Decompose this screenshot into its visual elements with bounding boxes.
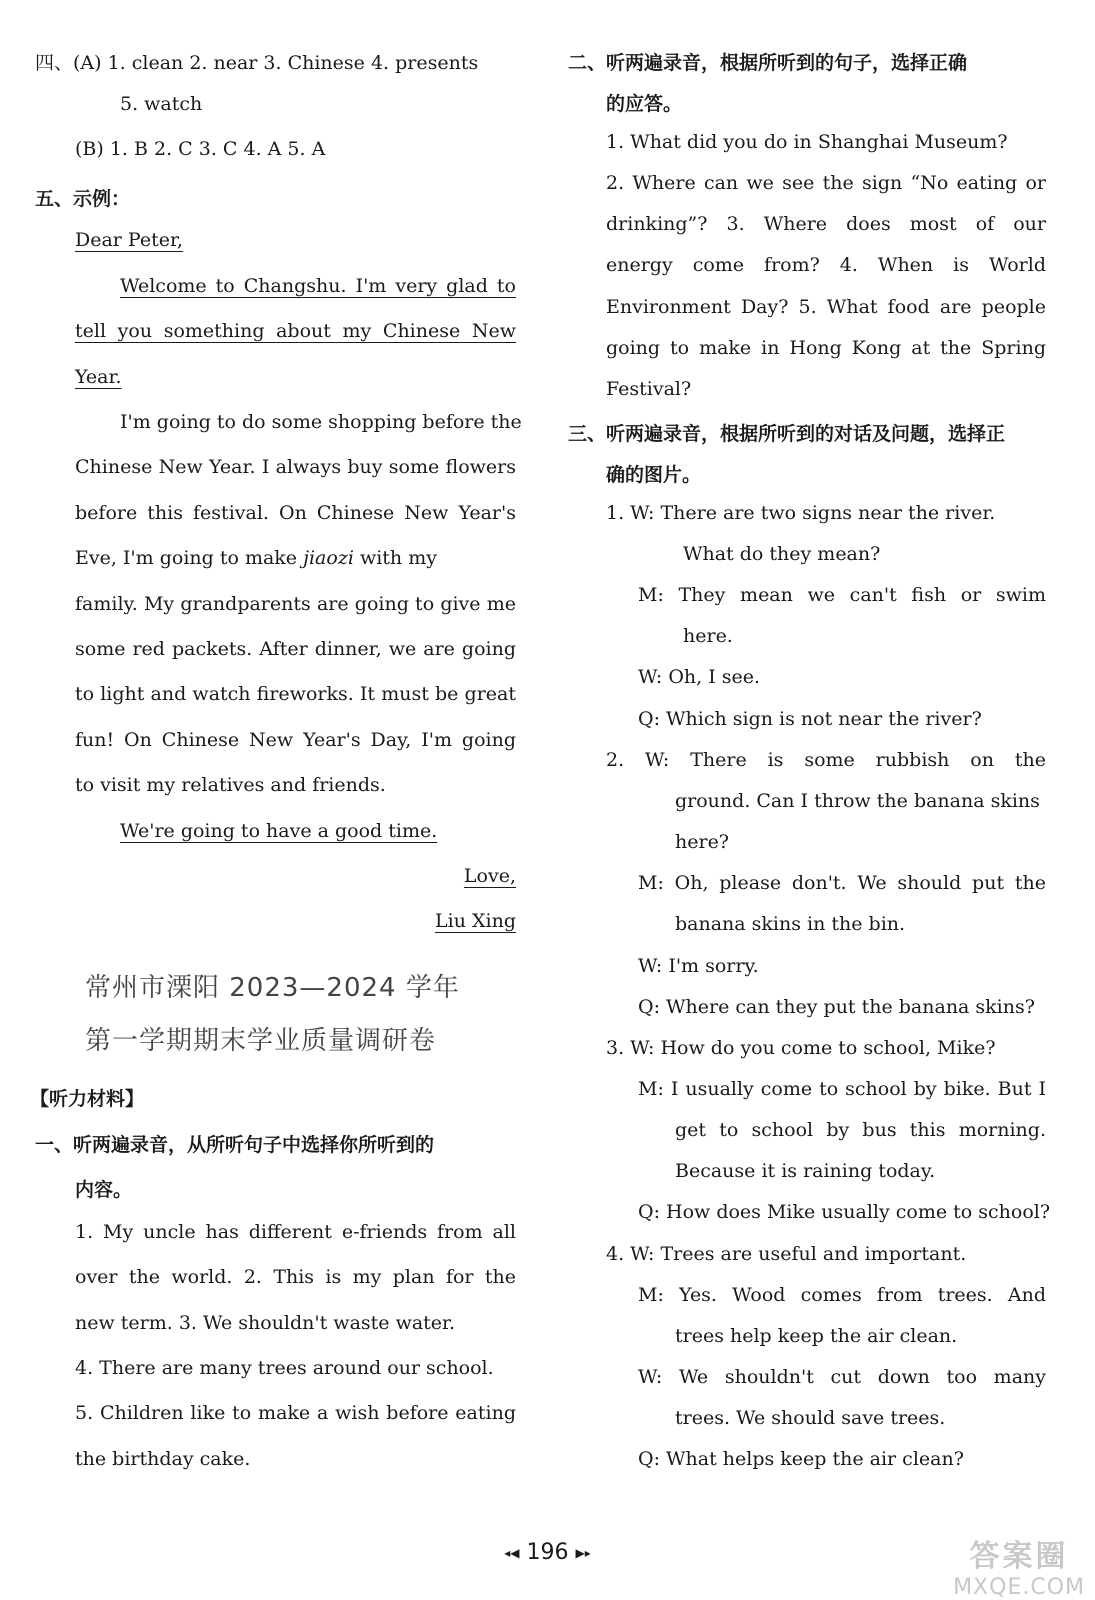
letter-italic-word: jiaozi: [303, 547, 354, 569]
letter-closing-line: We're going to have a good time.: [120, 820, 438, 842]
listening-sentence: 5. Children like to make a wish before eating: [75, 1402, 516, 1424]
letter-line: I'm going to do some shopping before the: [120, 411, 522, 433]
watermark-logo-text: 答案圈: [969, 1539, 1069, 1574]
prev-arrows-icon: ◂◀: [504, 1546, 520, 1560]
dialogue-line: trees help keep the air clean.: [675, 1325, 958, 1347]
dialogue-line: ground. Can I throw the banana skins: [675, 790, 1040, 812]
letter-line: fun! On Chinese New Year's Day, I'm going: [75, 729, 516, 751]
dialogue-line: here.: [683, 625, 733, 647]
section-1-heading: 一、听两遍录音，从所听句子中选择你所听到的: [35, 1134, 435, 1156]
exam-title-line1: 常州市溧阳 2023—2024 学年: [85, 973, 460, 1003]
answer-4b: (B) 1. B 2. C 3. C 4. A 5. A: [75, 138, 326, 160]
dialogue-line: M: Yes. Wood comes from trees. And: [638, 1284, 1046, 1306]
exam-title-line2: 第一学期期末学业质量调研卷: [85, 1026, 437, 1056]
dialogue-line: Because it is raining today.: [675, 1160, 936, 1182]
dialogue-line: What do they mean?: [683, 543, 881, 565]
listening-material-heading: 【听力材料】: [30, 1088, 145, 1110]
dialogue-line: 2. W: There is some rubbish on the: [606, 749, 1046, 771]
watermark-url: MXQE.COM: [953, 1575, 1085, 1600]
listening-question: 1. What did you do in Shanghai Museum?: [606, 131, 1008, 153]
letter-line: family. My grandparents are going to give me: [75, 593, 516, 615]
page-number: 196: [526, 1540, 569, 1565]
dialogue-line: get to school by bus this morning.: [675, 1119, 1046, 1141]
dialogue-line: M: I usually come to school by bike. But I: [638, 1078, 1046, 1100]
letter-text: with my: [353, 547, 437, 569]
dialogue-line: 4. W: Trees are useful and important.: [606, 1243, 967, 1265]
letter-line: to visit my relatives and friends.: [75, 774, 386, 796]
dialogue-line: here?: [675, 831, 729, 853]
listening-question: 2. Where can we see the sign “No eating or: [606, 172, 1046, 194]
listening-sentence: over the world. 2. This is my plan for the: [75, 1266, 516, 1288]
dialogue-question: Q: Where can they put the banana skins?: [638, 996, 1035, 1018]
answer-4a-line1: 四、(A) 1. clean 2. near 3. Chinese 4. presents: [35, 52, 479, 74]
section-1-heading-cont: 内容。: [75, 1179, 133, 1201]
letter-signature: Liu Xing: [435, 910, 516, 932]
listening-sentence: 1. My uncle has different e-friends from all: [75, 1221, 516, 1243]
dialogue-question: Q: Which sign is not near the river?: [638, 708, 982, 730]
dialogue-line: W: Oh, I see.: [638, 666, 761, 688]
dialogue-line: banana skins in the bin.: [675, 913, 906, 935]
dialogue-question: Q: How does Mike usually come to school?: [638, 1201, 1051, 1223]
answer-4a-line2: 5. watch: [120, 93, 203, 115]
dialogue-line: 1. W: There are two signs near the river.: [606, 502, 996, 524]
section-2-heading-cont: 的应答。: [606, 93, 683, 115]
letter-signoff: Love,: [463, 865, 516, 887]
letter-text: Eve, I'm going to make: [75, 547, 304, 569]
letter-line: to light and watch fireworks. It must be great: [75, 683, 516, 705]
section-3-heading-cont: 确的图片。: [606, 464, 702, 486]
listening-question: drinking”? 3. Where does most of our: [606, 213, 1046, 235]
letter-line: before this festival. On Chinese New Year's: [75, 502, 516, 524]
section-2-heading: 二、听两遍录音，根据所听到的句子，选择正确: [568, 52, 968, 74]
letter-line: Chinese New Year. I always buy some flowers: [75, 456, 516, 478]
listening-question: Festival?: [606, 378, 692, 400]
listening-sentence: the birthday cake.: [75, 1448, 251, 1470]
letter-line: some red packets. After dinner, we are going: [75, 638, 516, 660]
listening-question: energy come from? 4. When is World: [606, 254, 1046, 276]
dialogue-line: trees. We should save trees.: [675, 1407, 946, 1429]
letter-line-jiaozi: [75, 547, 516, 569]
letter-line: Welcome to Changshu. I'm very glad to: [120, 275, 516, 297]
dialogue-line: W: We shouldn't cut down too many: [638, 1366, 1046, 1388]
letter-line: Year.: [75, 366, 122, 388]
dialogue-line: M: They mean we can't fish or swim: [638, 584, 1046, 606]
page-footer: [0, 1540, 1095, 1565]
listening-question: going to make in Hong Kong at the Spring: [606, 337, 1046, 359]
listening-sentence: 4. There are many trees around our school.: [75, 1357, 494, 1379]
dialogue-line: W: I'm sorry.: [638, 955, 759, 977]
letter-greeting: Dear Peter,: [75, 229, 184, 251]
section-3-heading: 三、听两遍录音，根据所听到的对话及问题，选择正: [568, 423, 1006, 445]
dialogue-question: Q: What helps keep the air clean?: [638, 1448, 964, 1470]
listening-sentence: new term. 3. We shouldn't waste water.: [75, 1312, 456, 1334]
watermark: [953, 1531, 1085, 1600]
next-arrows-icon: ▶▸: [575, 1546, 591, 1560]
listening-question: Environment Day? 5. What food are people: [606, 296, 1046, 318]
section-5-heading: 五、示例：: [35, 188, 131, 210]
dialogue-line: 3. W: How do you come to school, Mike?: [606, 1037, 996, 1059]
dialogue-line: M: Oh, please don't. We should put the: [638, 872, 1046, 894]
letter-line: tell you something about my Chinese New: [75, 320, 516, 342]
